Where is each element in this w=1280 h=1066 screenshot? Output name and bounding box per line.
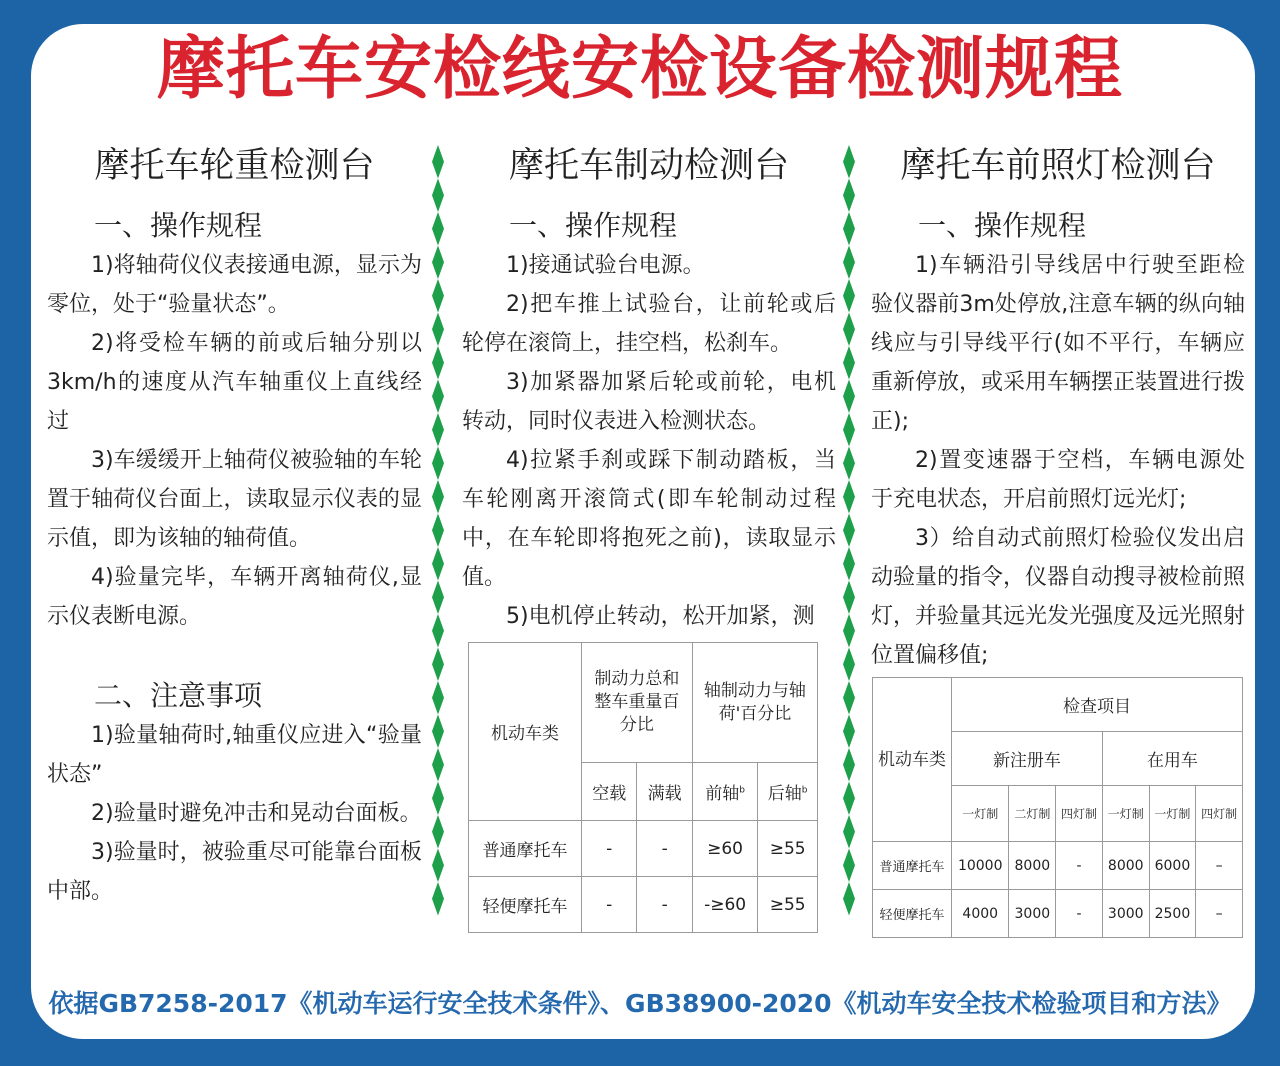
table-row xyxy=(873,890,1243,938)
diamond-shape xyxy=(432,581,444,615)
section-heading: 一、操作规程 xyxy=(94,209,263,242)
diamond-shape xyxy=(843,815,855,849)
table-row xyxy=(469,821,818,877)
table-cell: 普通摩托车 xyxy=(469,821,582,877)
paragraph: 4)拉紧手刹或踩下制动踏板，当车轮刚离开滚筒式(即车轮制动过程中，在车轮即将抱死之前)，读取显示值。 xyxy=(462,448,836,590)
table-header: 四灯制 xyxy=(1056,786,1103,842)
diamond-shape xyxy=(432,413,444,447)
diamond-shape xyxy=(432,447,444,481)
diamond-shape xyxy=(843,849,855,883)
table-cell: ≥55 xyxy=(758,821,818,877)
table-cell: - xyxy=(637,821,692,877)
diamond-shape xyxy=(432,145,444,179)
paragraph: 3)车缓缓开上轴荷仪被验轴的车轮置于轴荷仪台面上，读取显示仪表的显示值，即为该轴的轴荷值。 xyxy=(47,448,422,551)
diamond-shape xyxy=(843,346,855,380)
diamond-shape xyxy=(843,413,855,447)
paragraph: 2)将受检车辆的前或后轴分别以3km/h的速度从汽车轴重仪上直线经过 xyxy=(47,331,422,434)
diamond-shape xyxy=(432,648,444,682)
table-cell: - xyxy=(1056,842,1103,890)
paragraph: 2)验量时避免冲击和晃动台面板。 xyxy=(91,801,422,826)
table-cell: 4000 xyxy=(952,890,1009,938)
diamond-shape xyxy=(843,145,855,179)
diamond-shape xyxy=(432,882,444,916)
diamond-shape xyxy=(843,246,855,280)
table-cell: 2500 xyxy=(1149,890,1196,938)
diamond-shape xyxy=(843,681,855,715)
diamond-shape xyxy=(843,648,855,682)
paragraph: 1)将轴荷仪仪表接通电源，显示为零位，处于“验量状态”。 xyxy=(47,253,422,317)
table-header: 轴制动力与轴荷'百分比 xyxy=(692,643,817,763)
table-header: 一灯制 xyxy=(1102,786,1149,842)
diamond-shape xyxy=(843,480,855,514)
table-cell: ≥60 xyxy=(692,821,757,877)
table-cell: 普通摩托车 xyxy=(873,842,952,890)
column-wheel-load xyxy=(47,140,422,911)
section-heading: 一、操作规程 xyxy=(918,209,1087,242)
diamond-shape xyxy=(432,782,444,816)
column-title: 摩托车制动检测台 xyxy=(508,146,789,186)
paragraph: 2)把车推上试验台，让前轮或后轮停在滚筒上，挂空档，松刹车。 xyxy=(462,292,836,356)
table-header: 机动车类 xyxy=(469,643,582,821)
diamond-shape xyxy=(432,380,444,414)
paragraph: 2)置变速器于空档，车辆电源处于充电状态，开启前照灯远光灯; xyxy=(871,448,1245,512)
table-header: 一灯制 xyxy=(952,786,1009,842)
superscript: b xyxy=(739,785,745,796)
brake-table xyxy=(468,642,818,933)
table-header-text: 后轴 xyxy=(767,784,802,804)
diamond-shape xyxy=(843,514,855,548)
table-cell: 8000 xyxy=(1009,842,1056,890)
table-cell: -≥60 xyxy=(692,877,757,933)
table-header: 机动车类 xyxy=(873,678,952,842)
column-brake xyxy=(462,140,836,636)
table-cell: 6000 xyxy=(1149,842,1196,890)
diamond-shape xyxy=(843,380,855,414)
diamond-shape xyxy=(432,480,444,514)
diamond-shape xyxy=(432,246,444,280)
table-header: 检查项目 xyxy=(952,678,1243,732)
table-header: 二灯制 xyxy=(1009,786,1056,842)
section-heading: 二、注意事项 xyxy=(94,679,263,712)
page-title: 摩托车安检线安检设备检测规程 xyxy=(156,30,1123,109)
table-header: 在用车 xyxy=(1102,732,1242,786)
table-row xyxy=(469,877,818,933)
table-header xyxy=(758,763,818,821)
table-header: 一灯制 xyxy=(1149,786,1196,842)
paragraph: 3)加紧器加紧后轮或前轮，电机转动，同时仪表进入检测状态。 xyxy=(462,370,836,434)
diamond-shape xyxy=(432,547,444,581)
paragraph: 3)验量时，被验重尽可能靠台面板中部。 xyxy=(47,840,422,904)
table-header: 新注册车 xyxy=(952,732,1103,786)
headlamp-table xyxy=(872,677,1243,938)
column-headlamp xyxy=(871,140,1245,675)
table-row xyxy=(873,842,1243,890)
table-cell: ≥55 xyxy=(758,877,818,933)
footer-reference: 依据GB7258-2017《机动车运行安全技术条件》、GB38900-2020《机动车安全技术检验项目和方法》 xyxy=(48,989,1232,1018)
diamond-shape xyxy=(843,782,855,816)
diamond-divider-left xyxy=(432,145,444,935)
paragraph: 1)车辆沿引导线居中行驶至距检验仪器前3m处停放,注意车辆的纵向轴线应与引导线平行(如不平行，车辆应重新停放，或采用车辆摆正装置进行拨正); xyxy=(871,253,1246,434)
diamond-shape xyxy=(843,748,855,782)
diamond-shape xyxy=(432,212,444,246)
table-cell: 轻便摩托车 xyxy=(873,890,952,938)
table-cell: 3000 xyxy=(1102,890,1149,938)
section-heading: 一、操作规程 xyxy=(509,209,678,242)
diamond-shape xyxy=(432,815,444,849)
table-header-text: 前轴 xyxy=(705,784,740,804)
table-cell: 10000 xyxy=(952,842,1009,890)
table-cell: - xyxy=(1056,890,1103,938)
diamond-shape xyxy=(432,849,444,883)
diamond-shape xyxy=(843,212,855,246)
table-cell: - xyxy=(582,821,637,877)
diamond-shape xyxy=(843,313,855,347)
diamond-shape xyxy=(843,447,855,481)
diamond-shape xyxy=(843,547,855,581)
column-title: 摩托车前照灯检测台 xyxy=(900,146,1216,186)
table-cell: - xyxy=(582,877,637,933)
diamond-shape xyxy=(432,715,444,749)
diamond-shape xyxy=(843,581,855,615)
table-header: 四灯制 xyxy=(1196,786,1243,842)
diamond-shape xyxy=(432,179,444,213)
table-header: 空载 xyxy=(582,763,637,821)
table-header: 制动力总和整车重量百分比 xyxy=(582,643,693,763)
diamond-shape xyxy=(843,715,855,749)
table-cell: – xyxy=(1196,890,1243,938)
superscript: b xyxy=(801,785,808,796)
table-cell: 8000 xyxy=(1102,842,1149,890)
diamond-shape xyxy=(843,614,855,648)
table-header xyxy=(692,763,757,821)
paragraph: 4)验量完毕，车辆开离轴荷仪,显示仪表断电源。 xyxy=(47,565,422,629)
table-cell: 轻便摩托车 xyxy=(469,877,582,933)
diamond-shape xyxy=(432,748,444,782)
paragraph: 5)电机停止转动，松开加紧，测 xyxy=(506,604,815,629)
diamond-shape xyxy=(432,313,444,347)
paragraph: 1)接通试验台电源。 xyxy=(506,253,705,278)
column-title: 摩托车轮重检测台 xyxy=(94,146,375,186)
diamond-shape xyxy=(432,681,444,715)
diamond-shape xyxy=(432,514,444,548)
diamond-shape xyxy=(843,279,855,313)
diamond-shape xyxy=(432,614,444,648)
diamond-divider-right xyxy=(843,145,855,935)
table-cell: – xyxy=(1196,842,1243,890)
diamond-shape xyxy=(432,346,444,380)
table-cell: 3000 xyxy=(1009,890,1056,938)
diamond-shape xyxy=(432,279,444,313)
diamond-shape xyxy=(843,882,855,916)
paragraph: 3）给自动式前照灯检验仪发出启动验量的指令，仪器自动搜寻被检前照灯，并验量其远光发光强度及远光照射位置偏移值; xyxy=(871,526,1246,668)
table-cell: - xyxy=(637,877,692,933)
table-header: 满载 xyxy=(637,763,692,821)
diamond-shape xyxy=(843,179,855,213)
paragraph: 1)验量轴荷时,轴重仪应进入“验量状态” xyxy=(47,723,422,787)
